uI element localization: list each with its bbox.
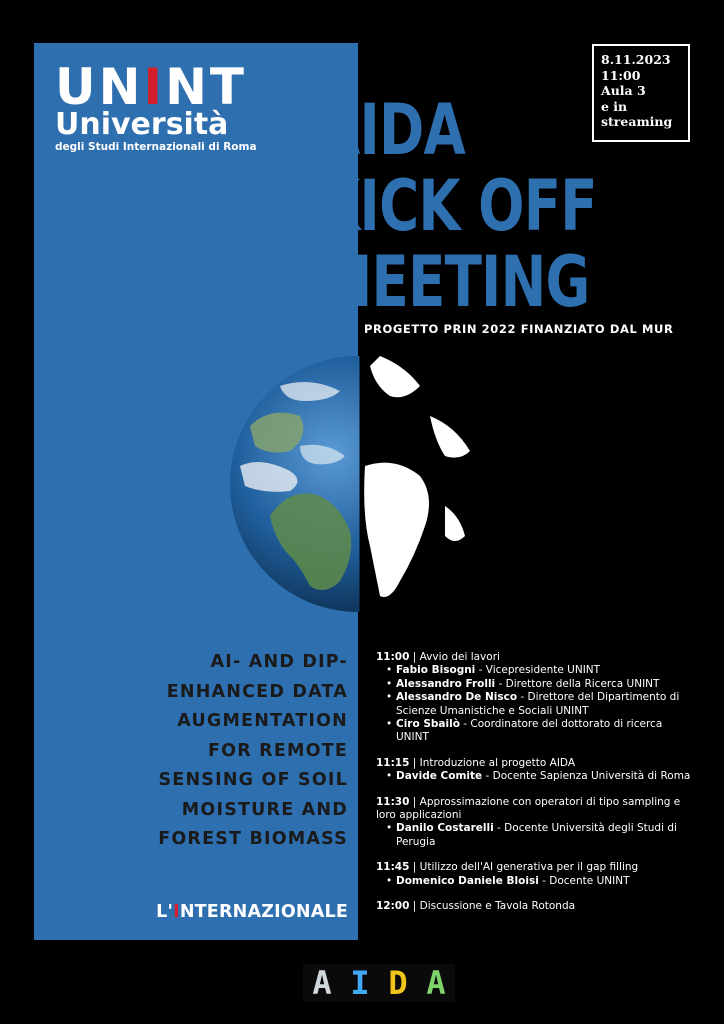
title-line-2: KICK OFF <box>318 165 597 247</box>
speaker-role: - Docente Università degli Studi di Perugia <box>396 822 677 848</box>
speaker-role: - Direttore della Ricerca UNINT <box>495 677 660 690</box>
room-line: Aula 3 <box>601 83 646 98</box>
speaker-role: - Docente UNINT <box>538 874 630 887</box>
speaker-item <box>396 718 696 745</box>
tagline-line-6: MOISTURE AND <box>181 799 348 820</box>
agenda-session <box>376 796 696 823</box>
date-line: 8.11.2023 <box>601 52 671 67</box>
globe-icon <box>230 356 486 612</box>
aida-letter-a2: A <box>426 964 446 1002</box>
agenda-desc: | Discussione e Tavola Rotonda <box>409 900 576 913</box>
aida-letter-i: I <box>350 964 370 1002</box>
speaker-item <box>396 691 696 718</box>
tagline-line-1: AI- AND DIP- <box>210 652 348 672</box>
speaker-name: Davide Comite <box>396 770 483 783</box>
aida-letter-d: D <box>388 964 408 1002</box>
speaker-name: Fabio Bisogni <box>396 664 476 677</box>
speaker-name: Ciro Sbailò <box>396 718 460 731</box>
speaker-role: - Vicepresidente UNINT <box>475 664 601 677</box>
tagline-line-3: AUGMENTATION <box>177 711 348 731</box>
agenda-time: 11:15 <box>376 756 410 769</box>
speaker-name: Alessandro Frolli <box>396 677 496 690</box>
aida-letter-a1: A <box>312 964 332 1002</box>
logo-universita: Università <box>55 107 229 142</box>
tagline-line-4: FOR REMOTE <box>207 740 348 761</box>
speaker-role: - Coordinatore del dottorato di ricerca UNINT <box>396 718 663 744</box>
globe-image <box>230 356 486 612</box>
title-line-3: MEETING <box>318 241 590 323</box>
agenda-time: 11:00 <box>376 651 410 663</box>
streaming-line-1: e in <box>601 98 628 114</box>
speaker-item <box>396 678 696 691</box>
speaker-item <box>396 822 696 849</box>
agenda-block <box>376 900 696 913</box>
streaming-line-2: streaming <box>601 114 673 129</box>
agenda-block <box>376 796 696 850</box>
agenda-time: 11:30 <box>376 795 410 808</box>
title-line-1: AIDA <box>318 89 466 171</box>
tagline-line-7: FOREST BIOMASS <box>158 829 348 849</box>
event-title <box>318 89 597 323</box>
project-subtitle: PROGETTO PRIN 2022 FINANZIATO DAL MUR <box>364 322 674 336</box>
speaker-item <box>396 770 696 783</box>
speaker-role: - Docente Sapienza Università di Roma <box>482 770 691 783</box>
speaker-name: Danilo Costarelli <box>396 822 494 835</box>
speaker-name: Alessandro De Nisco <box>396 691 518 704</box>
agenda-desc: | Utilizzo dell'AI generativa per il gap filling <box>409 861 639 874</box>
agenda-session <box>376 757 696 770</box>
speaker-item <box>396 664 696 677</box>
agenda-desc: | Introduzione al progetto AIDA <box>409 756 576 769</box>
tagline-line-5: SENSING OF SOIL <box>158 770 348 790</box>
agenda-block <box>376 651 696 745</box>
speaker-role: - Direttore del Dipartimento di Scienze Umanistiche e Sociali UNINT <box>396 691 680 717</box>
unint-logo <box>55 58 257 153</box>
agenda-block <box>376 757 696 784</box>
agenda-time: 12:00 <box>376 900 410 913</box>
time-line: 11:00 <box>601 67 641 83</box>
agenda-desc: | Avvio dei lavori <box>409 651 500 663</box>
speaker-name: Domenico Daniele Bloisi <box>396 874 539 887</box>
agenda-time: 11:45 <box>376 861 410 874</box>
logo-subtitle: degli Studi Internazionali di Roma <box>55 141 257 153</box>
agenda-session <box>376 861 696 874</box>
linternazionale-logo: L'INTERNAZIONALE <box>156 902 348 922</box>
agenda-session <box>376 900 696 913</box>
logo-unint-wordmark: UNINT <box>55 58 248 116</box>
tagline-line-2: ENHANCED DATA <box>166 681 348 702</box>
date-box <box>592 44 690 142</box>
aida-project-logo <box>303 964 455 1002</box>
agenda-block <box>376 861 696 888</box>
research-tagline <box>110 648 348 855</box>
agenda <box>376 651 696 926</box>
speaker-item <box>396 875 696 888</box>
agenda-desc: | Approssimazione con operatori di tipo sampling e loro applicazioni <box>376 795 681 822</box>
agenda-session <box>376 651 696 664</box>
